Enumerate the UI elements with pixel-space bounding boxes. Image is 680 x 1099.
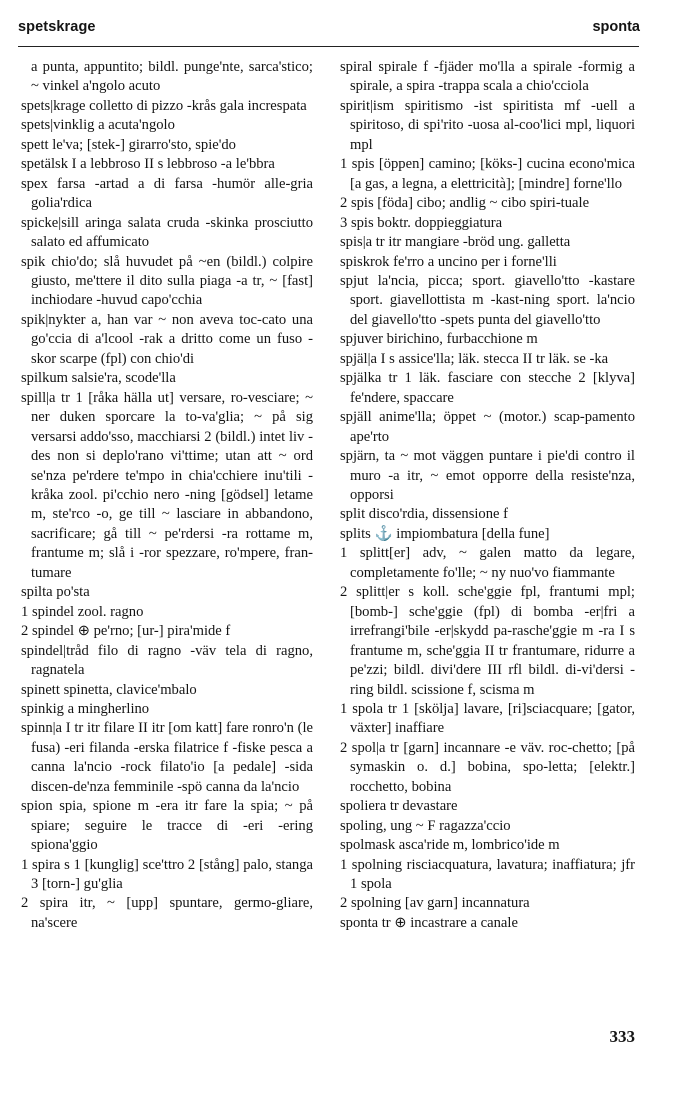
dictionary-entry: 1 spola tr 1 [skölja] lavare, [ri]sciacquare; [gator, växter] inaffiare	[340, 700, 635, 737]
right-guideword: sponta	[592, 19, 640, 35]
dictionary-entry: spill|a tr 1 [råka hälla ut] versare, ro-vesciare; ~ ner duken sporcare la to-va'glia; ~ på sig versarsi addo'sso, macchiarsi 2 (bildl.) intet liv -des non si deplo'rano vi'ttime; utan att ~ ord se'nza pe'rdere te'mpo in chia'cchiere inu'tili -kråka zool. pi'cchio nero -ning [gödsel] letame m, ste'rco -o, ge till ~ lasciare in abbandono, sacrificare; gå till ~ pe'rdersi -ra rottame m, frantume m; slå i -ror spezzare, ro'mpere, fran-tumare	[21, 389, 313, 581]
dictionary-entry: a punta, appuntito; bildl. punge'nte, sarca'stico; ~ vinkel a'ngolo acuto	[31, 59, 313, 95]
dictionary-entry: 1 spis [öppen] camino; [köks-] cucina econo'mica [a gas, a legna, a elettricità]; [mindre] forne'llo	[340, 156, 635, 192]
dictionary-entry: spets|vinklig a acuta'ngolo	[21, 117, 175, 134]
header-rule	[18, 46, 639, 47]
dictionary-entry: spion spia, spione m -era itr fare la spia; ~ på spiare; seguire le tracce di -eri -ering spiona'ggio	[21, 798, 313, 854]
dictionary-entry: spoling, ung ~ F ragazza'ccio	[340, 817, 511, 834]
dictionary-entry: spjuver birichino, furbacchione m	[340, 331, 538, 348]
dictionary-entry: spoliera tr devastare	[340, 798, 458, 815]
dictionary-entry: 2 spindel ⊕ pe'rno; [ur-] pira'mide f	[21, 623, 231, 640]
dictionary-entry: spiral spirale f -fjäder mo'lla a spirale -formig a spirale, a spira -trappa scala a chio'cciola	[340, 59, 635, 95]
dictionary-entry: split disco'rdia, dissensione f	[340, 506, 509, 523]
dictionary-entry: spiskrok fe'rro a uncino per i forne'lli	[340, 253, 557, 270]
dictionary-entry: 1 spindel zool. ragno	[21, 603, 144, 620]
dictionary-entry: 2 spol|a tr [garn] incannare -e väv. roc-chetto; [på symaskin o. d.] bobina, spo-letta; [elektr.] rocchetto, bobina	[340, 739, 635, 795]
dictionary-entry: spinkig a mingherlino	[21, 700, 150, 717]
dictionary-entry: spex farsa -artad a di farsa -humör alle-gria golia'rdica	[21, 175, 313, 212]
dictionary-entry: spjälka tr 1 läk. fasciare con stecche 2 [klyva] fe'ndere, spaccare	[340, 370, 635, 406]
right-column	[340, 58, 635, 933]
dictionary-entry: 2 splitt|er s koll. sche'ggie fpl, frantumi mpl; [bomb-] sche'ggie (fpl) di bomba -er|fri a irrefrangi'bile -er|skydd pa-rasche'ggie m -ra I s frantume m, sche'ggia II tr frantumare, ridurre a pe'zzi; bildl. divi'dere III rfl bildl. di-vi'dersi -ring bildl. scissione f, scisma m	[340, 584, 635, 698]
dictionary-entry: spilkum salsie'ra, scode'lla	[21, 370, 176, 387]
dictionary-entry: splits ⚓ impiombatura [della fune]	[340, 525, 550, 542]
dictionary-entry: spjäll anime'lla; öppet ~ (motor.) scap-pamento ape'rto	[340, 409, 635, 445]
dictionary-entry: 1 spolning risciacquatura, lavatura; inaffiatura; jfr 1 spola	[340, 856, 635, 893]
dictionary-entry: spik chio'do; slå huvudet på ~en (bildl.) colpire giusto, me'ttere il dito sulla piaga -a tr, ~ [fast] inchiodare -huvud capo'cchia	[21, 253, 313, 309]
dictionary-entry: spets|krage colletto di pizzo -krås gala increspata	[21, 97, 307, 114]
dictionary-entry: 2 spira itr, ~ [upp] spuntare, germo-gliare, na'scere	[21, 895, 313, 931]
dictionary-entry: spindel|tråd filo di ragno -väv tela di ragno, ragnatela	[21, 642, 313, 679]
dictionary-entry: spolmask asca'ride m, lombrico'ide m	[340, 837, 560, 854]
dictionary-entry: spirit|ism spiritismo -ist spiritista mf -uell a spiritoso, di spi'rito -uosa al-coo'lici mpl, liquori mpl	[340, 97, 635, 153]
running-header	[18, 19, 640, 43]
dictionary-entry: 3 spis boktr. doppieggiatura	[340, 214, 503, 231]
dictionary-entry: sponta tr ⊕ incastrare a canale	[340, 914, 518, 931]
dictionary-entry: spjärn, ta ~ mot väggen puntare i pie'di contro il muro -a itr, ~ emot opporre della resiste'nza, opporsi	[340, 448, 635, 503]
dictionary-entry: 2 spis [föda] cibo; andlig ~ cibo spiri-tuale	[340, 195, 590, 212]
dictionary-entry: spinn|a I tr itr filare II itr [om katt] fare ronro'n (le fusa) -eri filanda -erska filatrice f -fiske pesca a canna la'ncio -rock filato'io [a pedale] -sida discen-de'nza femminile -spö canna da la'ncio	[21, 720, 313, 795]
dictionary-entry: spik|nykter a, han var ~ non aveva toc-cato una go'ccia di a'lcool -rak a dritto come un fuso -skor scarpe (fpl) con chio'di	[21, 311, 313, 367]
dictionary-entry: spicke|sill aringa salata cruda -skinka prosciutto salato ed affumicato	[21, 214, 313, 251]
dictionary-entry: spetälsk I a lebbroso II s lebbroso -a le'bbra	[21, 156, 275, 173]
dictionary-entry: 1 spira s 1 [kunglig] sce'ttro 2 [stång] palo, stanga 3 [torn-] gu'glia	[21, 856, 313, 893]
dictionary-entry: spinett spinetta, clavice'mbalo	[21, 681, 197, 698]
dictionary-entry: spjut la'ncia, picca; sport. giavello'tto -kastare sport. giavellottista m -kast-ning sport. la'ncio del giavello'tto -spets punta del giavello'tto	[340, 272, 635, 328]
dictionary-entry: 1 splitt[er] adv, ~ galen matto da legare, completamente fo'lle; ~ ny nuo'vo fiammante	[340, 545, 635, 581]
dictionary-entry: spjäl|a I s assice'lla; läk. stecca II tr läk. se -ka	[340, 350, 609, 367]
left-column	[21, 58, 313, 933]
dictionary-entry: spilta po'sta	[21, 584, 90, 601]
dictionary-entry: 2 spolning [av garn] incannatura	[340, 895, 530, 912]
dictionary-entry: spett le'va; [stek-] girarro'sto, spie'do	[21, 136, 236, 153]
page-number: 333	[609, 1027, 635, 1046]
dictionary-entry: spis|a tr itr mangiare -bröd ung. galletta	[340, 234, 571, 251]
left-guideword: spetskrage	[18, 19, 96, 35]
